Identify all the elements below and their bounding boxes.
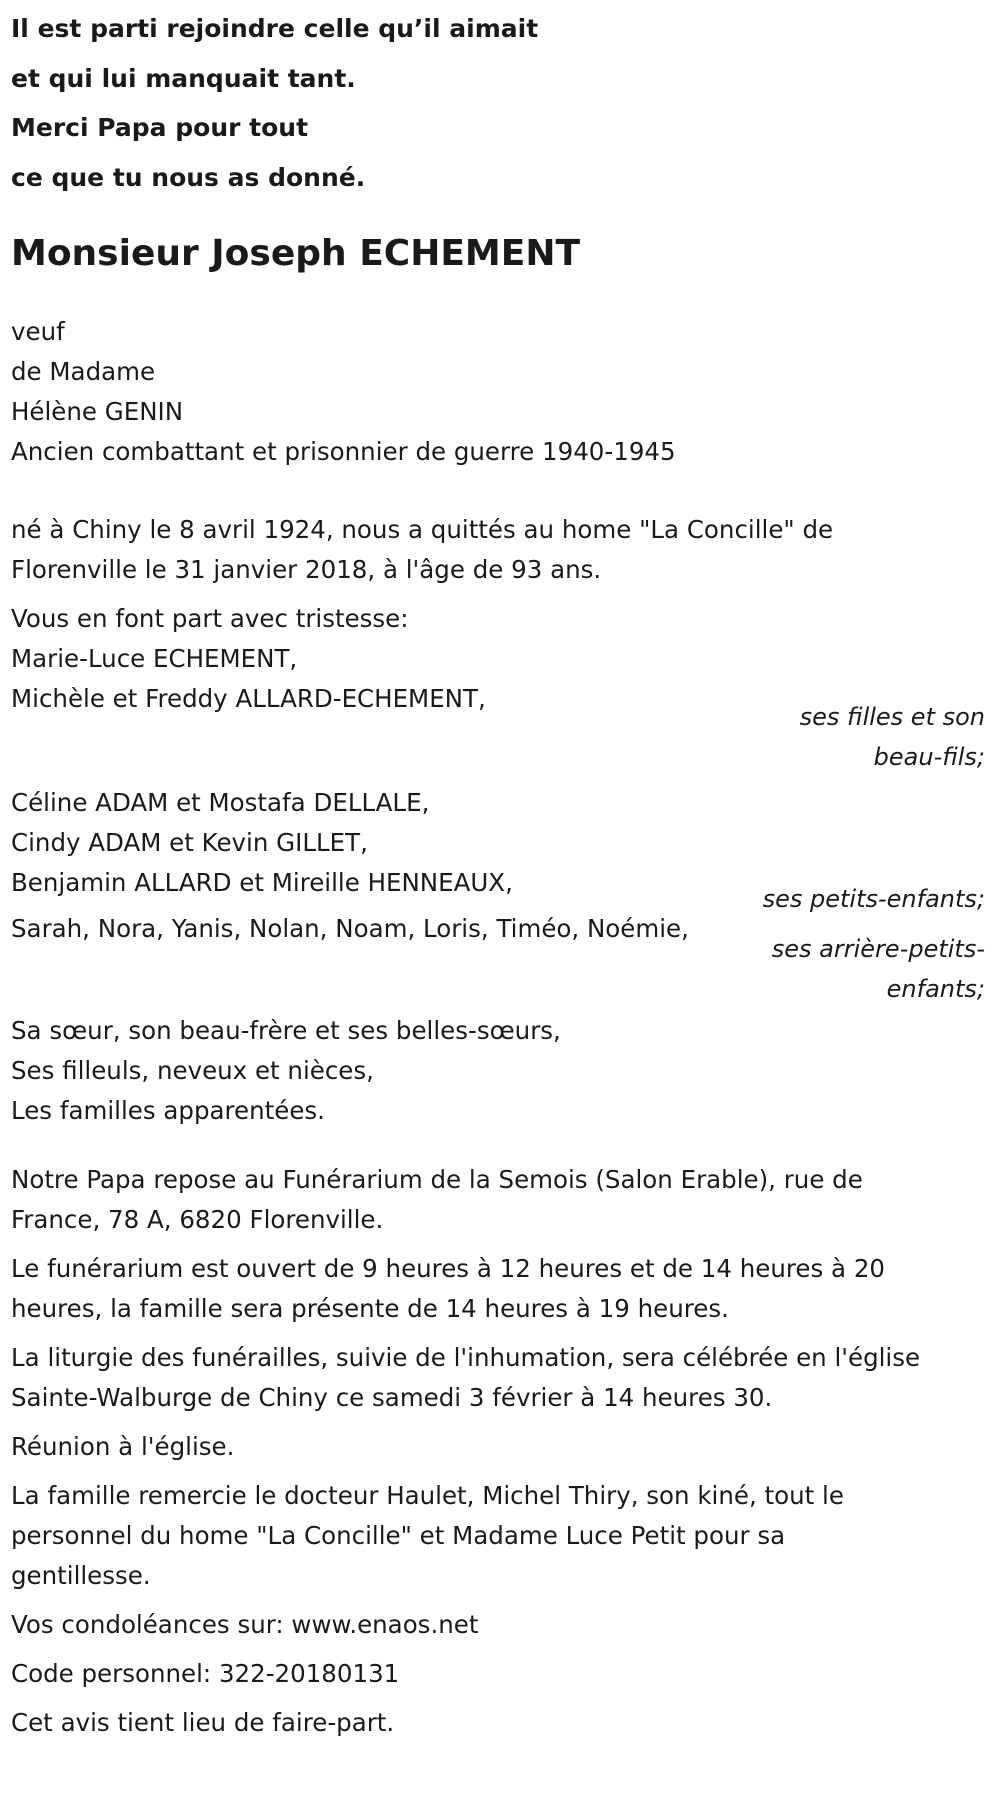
text-line: Le funérarium est ouvert de 9 heures à 12 heures et de 14 heures à 20 [11,1254,886,1283]
status-line: Ancien combattant et prisonnier de guerre 1940-1945 [11,437,676,466]
poem-line: Merci Papa pour tout [11,113,309,142]
condolences-text: Vos condoléances sur: www.enaos.net [11,1610,479,1639]
text-line: Sainte-Walburge de Chiny ce samedi 3 février à 14 heures 30. [11,1383,773,1412]
birth-death-paragraph [11,510,989,590]
text-line: La liturgie des funérailles, suivie de l'inhumation, sera célébrée en l'église [11,1343,921,1372]
text-line: France, 78 A, 6820 Florenville. [11,1205,384,1234]
role-line: beau-fils; [873,743,985,771]
family-member: Benjamin ALLARD et Mireille HENNEAUX, [11,868,513,897]
poem-verse [11,4,989,202]
role-line: ses filles et son [799,703,985,731]
family-member: Cindy ADAM et Kevin GILLET, [11,828,368,857]
role-line: ses petits-enfants; [762,885,985,913]
role-line: enfants; [886,975,985,1003]
text-line: gentillesse. [11,1561,151,1590]
text-line: né à Chiny le 8 avril 1924, nous a quittés au home "La Concille" de [11,515,834,544]
thanks-paragraph [11,1476,989,1596]
funeral-home-paragraph [11,1160,989,1240]
personal-code-text: Code personnel: 322-20180131 [11,1659,400,1688]
status-line: Hélène GENIN [11,397,184,426]
text-line: Notre Papa repose au Funérarium de la Semois (Salon Erable), rue de [11,1165,863,1194]
text-line: Florenville le 31 janvier 2018, à l'âge de 93 ans. [11,555,602,584]
text-line: Réunion à l'église. [11,1432,235,1461]
spacer [11,481,989,510]
poem-line: et qui lui manquait tant. [11,63,356,93]
family-member: Michèle et Freddy ALLARD-ECHEMENT, [11,684,486,713]
opening-hours-paragraph [11,1249,989,1329]
family-member: Marie-Luce ECHEMENT, [11,644,298,673]
notice-paragraph [11,1703,989,1743]
family-member: Les familles apparentées. [11,1096,325,1125]
poem-line: Il est parti rejoindre celle qu’il aimait [11,14,539,43]
poem-line: ce que tu nous as donné. [11,162,366,192]
text-line: personnel du home "La Concille" et Madame Luce Petit pour sa [11,1521,786,1550]
deceased-name: Monsieur Joseph ECHEMENT [11,233,581,274]
family-announcement [11,599,989,1131]
family-member: Céline ADAM et Mostafa DELLALE, [11,788,430,817]
text-line: La famille remercie le docteur Haulet, Michel Thiry, son kiné, tout le [11,1481,844,1510]
spacer [11,1131,989,1160]
meeting-paragraph [11,1427,989,1467]
family-member: Sa sœur, son beau-frère et ses belles-sœurs, [11,1016,561,1045]
status-line: veuf [11,317,65,346]
status-block [11,312,989,472]
text-line: heures, la famille sera présente de 14 heures à 19 heures. [11,1294,729,1323]
role-line: ses arrière-petits- [771,935,985,963]
announce-intro: Vous en font part avec tristesse: [11,604,409,633]
family-member: Ses filleuls, neveux et nièces, [11,1056,374,1085]
personal-code-paragraph [11,1654,989,1694]
family-member: Sarah, Nora, Yanis, Nolan, Noam, Loris, Timéo, Noémie, [11,914,689,943]
obituary-notice [11,0,989,1752]
notice-text: Cet avis tient lieu de faire-part. [11,1708,395,1737]
condolences-paragraph [11,1605,989,1645]
status-line: de Madame [11,357,156,386]
liturgy-paragraph [11,1338,989,1418]
